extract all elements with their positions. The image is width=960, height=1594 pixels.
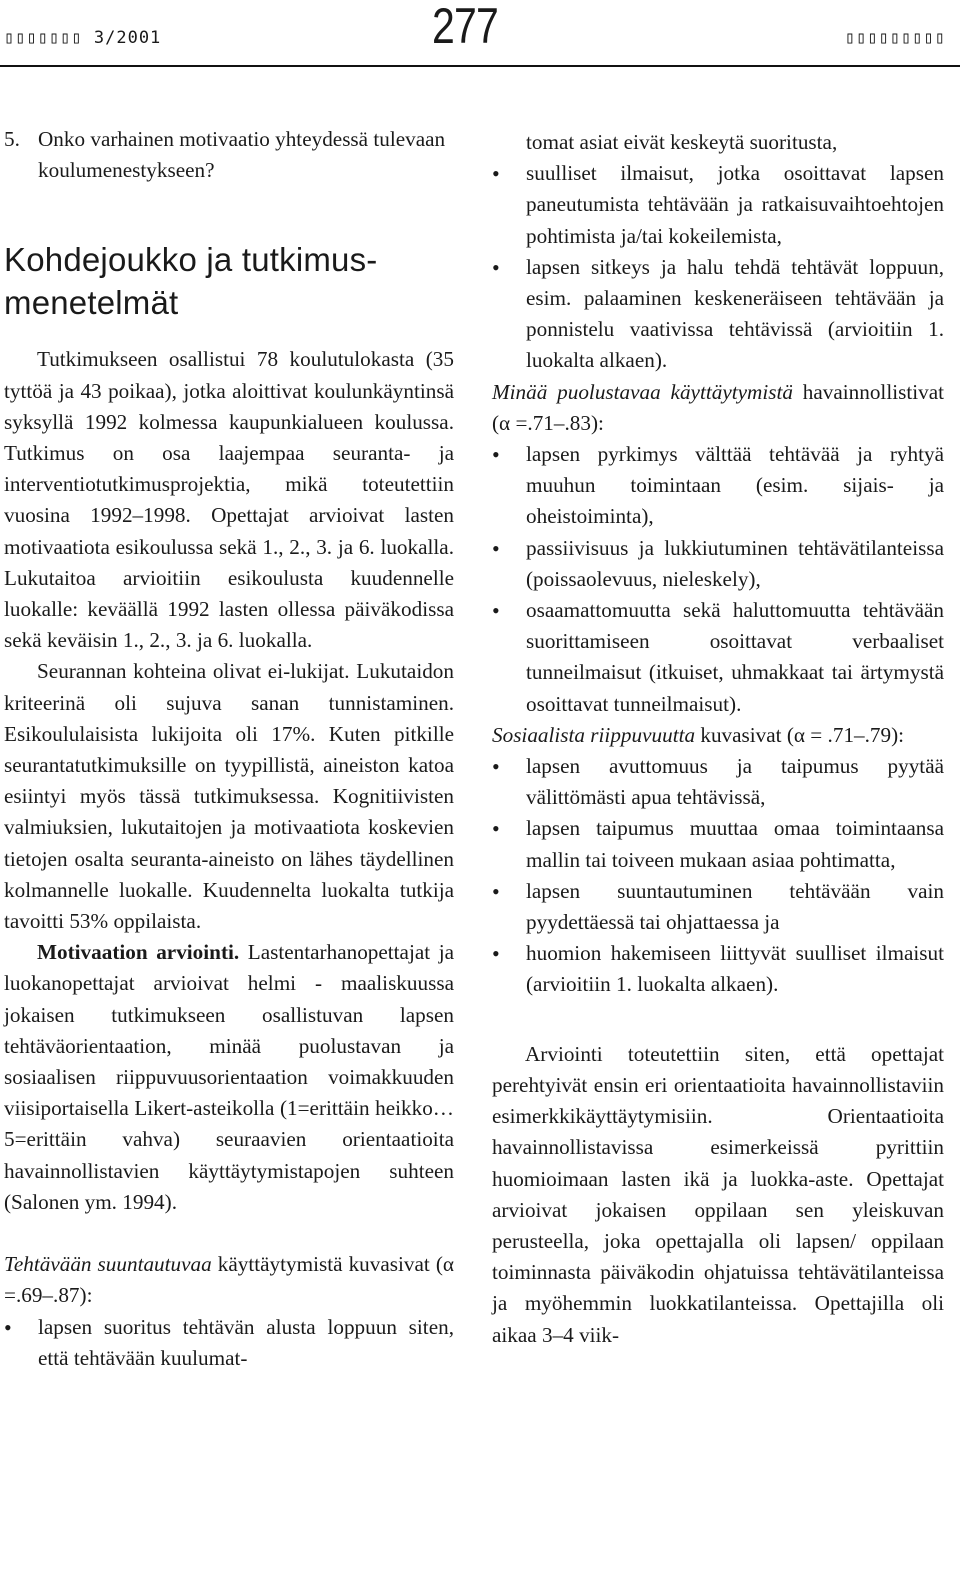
- list-item: • lapsen suuntautuminen tehtävään vain pyydettäessä tai ohjattaessa ja: [492, 876, 944, 938]
- task-oriented-list: [4, 1312, 454, 1374]
- term-social-dependence: Sosiaalista riippuvuutta: [492, 722, 696, 747]
- section-heading: Kohdejoukko ja tutkimus-menetelmät: [4, 241, 378, 322]
- list-continuation: tomat asiat eivät keskeytä suoritusta,: [526, 130, 838, 154]
- header-rule: [0, 65, 960, 67]
- list-item: • lapsen avuttomuus ja taipumus pyytää välittömästi apua tehtävissä,: [492, 751, 944, 813]
- term-ego-defensive: Minää puolustavaa käyttäytymistä: [492, 379, 793, 404]
- list-item: • passiivisuus ja lukkiutuminen tehtävätilanteissa (poissaolevuus, nieleskely),: [492, 533, 944, 595]
- paragraph-assessment-procedure: Arviointi toteutettiin siten, että opettajat perehtyivät ensin eri orientaatioita havainnollistaviin esimerkkikäyttäytymisiin. Orientaatioita havainnollistavissa esimerkeissä pyrittiin huomioimaan lasten ikä ja luokka-aste. Opettajat arvioivat jokaisen oppilaan sen yleiskuvan perusteella, joka opettajalla oli lapsen/ oppilaan toiminnasta päiväkodin ohjatuissa tehtävätilanteissa ja myöhemmin luokkatilanteissa. Opettajilla oli aikaa 3–4 viik-: [492, 1041, 944, 1347]
- question-text: Onko varhainen motivaatio yhteydessä tulevaan koulumenestykseen?: [38, 127, 446, 183]
- paragraph-attrition: Seurannan kohteina olivat ei-lukijat. Lukutaidon kriteerinä oli sujuva sanan tunnistaminen. Esikoululaisista lukijoita oli 17%. Kuten pitkille seurantatutkimuksille on tyypillistä, aineiston katoa esiintyi myös tässä tutkimuksessa. Kognitiivisten valmiuksien, lukutaitojen ja motivaatiota koskevien tietojen osalta seuranta-aineisto on lähes täydellinen kolmannelle luokalle. Kuudennelta luokalta tutkija tavoitti 53% oppilaista.: [4, 659, 454, 934]
- question-number: 5.: [4, 127, 20, 151]
- list-item: • lapsen taipumus muuttaa omaa toimintaansa mallin tai toiveen mukaan asiaa pohtimatta,: [492, 813, 944, 875]
- running-head: ▯▯▯▯▯▯▯▯▯: [844, 28, 946, 48]
- list-item: • osaamattomuutta sekä haluttomuutta tehtävään suorittamiseen osoittavat verbaaliset tunneilmaisut (itkuiset, uhmakkaat tai ärtymystä osoittavat tunneilmaisut).: [492, 595, 944, 720]
- paragraph-ego-defensive: Minää puolustavaa käyttäytymistä havainnollistivat (α =.71–.83):: [492, 379, 944, 435]
- page-header: [0, 0, 960, 80]
- research-question-5: [4, 124, 454, 186]
- social-dependence-list: [492, 751, 944, 1001]
- list-item: • suulliset ilmaisut, jotka osoittavat lapsen paneutumista tehtävään ja ratkaisuvaihtoehtojen pohtimista ja/tai kokeilemista,: [492, 158, 944, 252]
- ego-defensive-list: [492, 439, 944, 720]
- paragraph-motivation-assessment: Motivaation arviointi. Lastentarhanopettajat ja luokanopettajat arvioivat helmi - maaliskuussa jokaisen tutkimukseen osallistuvan lapsen tehtäväorientaation, minää puolustavan ja sosiaalisen riippuvuusorientaation voimakkuuden viisiportaisella Likert-asteikolla (1=erittäin heikko…5=erittäin vahva) seuraavien orientaatioita havainnollistavien käyttäytymistapojen suhteen (Salonen ym. 1994).: [4, 940, 454, 1214]
- list-item: • lapsen suoritus tehtävän alusta loppuun siten, että tehtävään kuulumat-: [4, 1312, 454, 1374]
- right-column: [492, 127, 944, 1351]
- list-item: • lapsen pyrkimys välttää tehtävää ja ryhtyä muuhun toimintaan (esim. sijais- ja oheistoiminta),: [492, 439, 944, 533]
- task-oriented-list-cont: [492, 158, 944, 376]
- list-item: • huomion hakemiseen liittyvät suulliset ilmaisut (arvioitiin 1. luokalta alkaen).: [492, 938, 944, 1000]
- paragraph-participants: Tutkimukseen osallistui 78 koulutulokasta (35 tyttöä ja 43 poikaa), jotka aloittivat koulunkäyntinsä syksyllä 1992 kolmessa kaupunkialueen koulussa. Tutkimus on osa laajempaa seuranta- ja interventiotutkimusprojektia, mikä toteutettiin vuosina 1992–1998. Opettajat arvioivat lasten motivaatiota esikoulussa sekä 1., 2., 3. ja 6. luokalla. Lukutaitoa arvioitiin esikoulusta kuudennelle luokalle: keväällä 1992 lasten ollessa päiväkodissa sekä keväisin 1., 2., 3. ja 6. luokalla.: [4, 347, 454, 653]
- journal-name: ▯▯▯▯▯▯▯ 3/2001: [4, 28, 162, 48]
- left-column: [4, 124, 454, 1374]
- term-task-oriented: Tehtävään suuntautuvaa: [4, 1252, 212, 1277]
- list-item: • lapsen sitkeys ja halu tehdä tehtävät loppuun, esim. palaaminen keskeneräiseen tehtävään ja ponnistelu vaativissa tehtävissä (arvioitiin 1. luokalta alkaen).: [492, 252, 944, 377]
- subheading-motivation: Motivaation arviointi.: [37, 940, 240, 965]
- paragraph-task-oriented: Tehtävään suuntautuvaa käyttäytymistä kuvasivat (α =.69–.87):: [4, 1252, 454, 1308]
- paragraph-social-dependence: Sosiaalista riippuvuutta kuvasivat (α = .71–.79):: [492, 722, 905, 747]
- page-number: 277: [432, 0, 498, 54]
